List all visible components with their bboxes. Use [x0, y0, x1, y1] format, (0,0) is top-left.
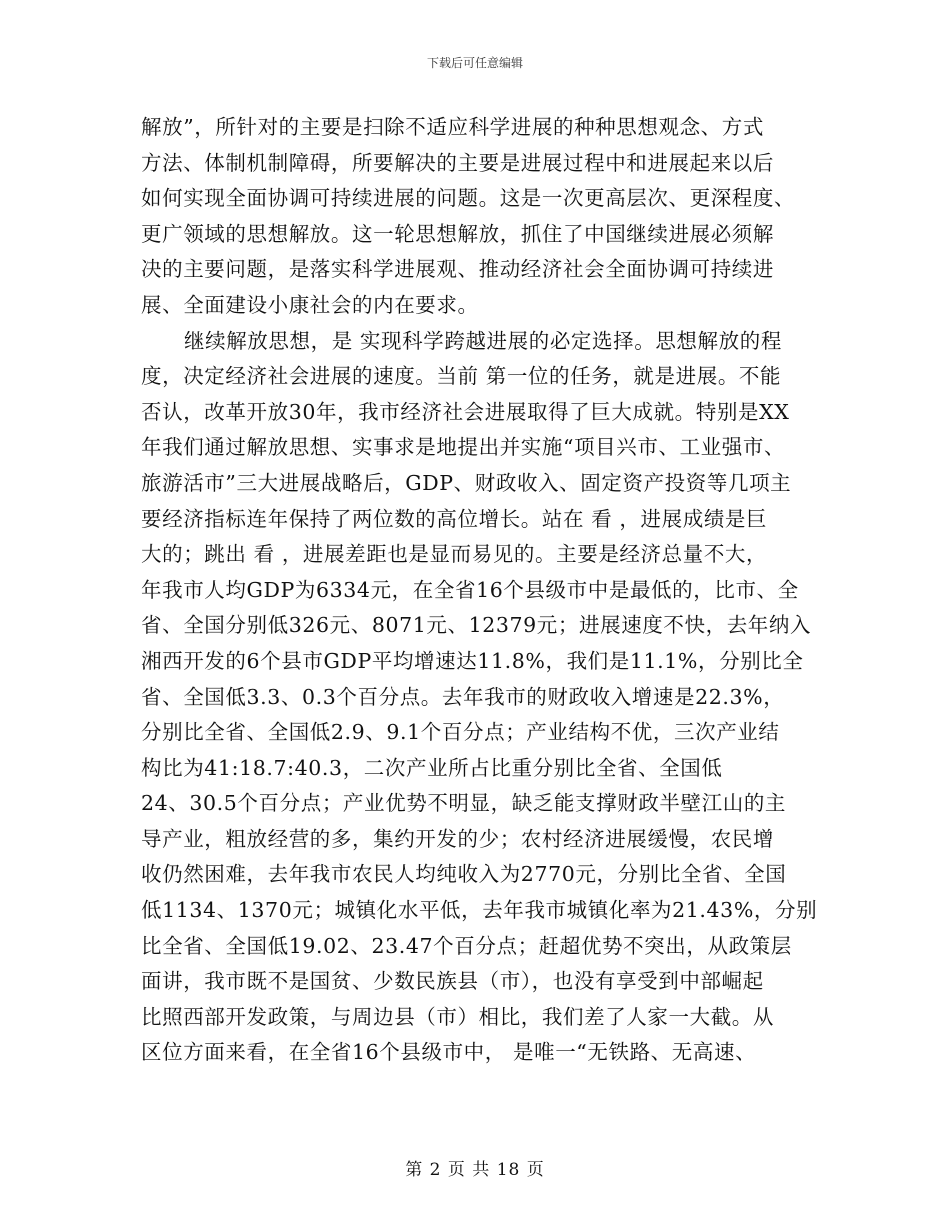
text-line-8: 度，决定经济社会进展的速度。当前 第一位的任务，就是进展。不能: [141, 364, 782, 389]
page-header: 下载后可任意编辑: [426, 56, 523, 70]
document-body: [141, 110, 831, 1071]
text-line-24: 比全省、全国低19.02、23.47个百分点；赶超优势不突出，从政策层: [141, 933, 792, 958]
text-line-11: 旅游活市”三大进展战略后，GDP、财政收入、固定资产投资等几项主: [141, 470, 792, 495]
text-line-6: 展、全面建设小康社会的内在要求。: [141, 292, 479, 317]
text-line-2: 方法、体制机制障碍，所要解决的主要是进展过程中和进展起来以后: [141, 150, 774, 175]
text-line-21: 导产业，粗放经营的多，集约开发的少；农村经济进展缓慢，农民增: [141, 826, 774, 851]
text-line-14: 年我市人均GDP为6334元，在全省16个县级市中是最低的，比市、全: [141, 577, 799, 602]
text-line-1: 解放”，所针对的主要是扫除不适应科学进展的种种思想观念、方式: [141, 115, 764, 139]
text-line-26: 比照西部开发政策，与周边县（市）相比，我们差了人家一大截。从: [141, 1004, 774, 1029]
text-line-4: 更广领域的思想解放。这一轮思想解放，抓住了中国继续进展必须解: [141, 221, 774, 246]
text-line-15: 省、全国分别低326元、8071元、12379元；进展速度不快，去年纳入: [141, 613, 812, 638]
text-line-13: 大的；跳出 看 ，进展差距也是显而易见的。主要是经济总量不大，: [141, 542, 768, 567]
text-line-16: 湘西开发的6个县市GDP平均增速达11.8%，我们是11.1%，分别比全: [141, 648, 804, 673]
text-line-10: 年我们通过解放思想、实事求是地提出并实施“项目兴市、工业强市、: [141, 435, 786, 460]
text-line-3: 如何实现全面协调可持续进展的问题。这是一次更高层次、更深程度、: [141, 186, 796, 211]
text-line-23: 低1134、1370元；城镇化水平低，去年我市城镇化率为21.43%，分别: [141, 898, 818, 923]
text-line-17: 省、全国低3.3、0.3个百分点。去年我市的财政收入增速是22.3%，: [141, 684, 785, 709]
text-line-18: 分别比全省、全国低2.9、9.1个百分点；产业结构不优，三次产业结: [141, 720, 780, 745]
text-line-9: 否认，改革开放30年，我市经济社会进展取得了巨大成就。特别是XX: [141, 399, 790, 424]
text-line-25: 面讲，我市既不是国贫、少数民族县（市），也没有享受到中部崛起: [141, 969, 764, 994]
text-line-5: 决的主要问题，是落实科学进展观、推动经济社会全面协调可持续进: [141, 257, 774, 282]
text-line-20: 24、30.5个百分点；产业优势不明显，缺乏能支撑财政半壁江山的主: [141, 791, 787, 816]
text-line-12: 要经济指标连年保持了两位数的高位增长。站在 看 ，进展成绩是巨: [141, 506, 768, 531]
text-line-22: 收仍然困难，去年我市农民人均纯收入为2770元，分别比全省、全国: [141, 862, 787, 887]
text-line-27: 区位方面来看，在全省16个县级市中， 是唯一“无铁路、无高速、: [141, 1040, 757, 1065]
paragraph-start-line: 继续解放思想，是 实现科学跨越进展的必定选择。思想解放的程: [184, 328, 782, 353]
page-number-footer: 第 2 页 共 18 页: [405, 1160, 545, 1180]
text-line-19: 构比为41:18.7:40.3，二次产业所占比重分别比全省、全国低: [141, 755, 723, 780]
